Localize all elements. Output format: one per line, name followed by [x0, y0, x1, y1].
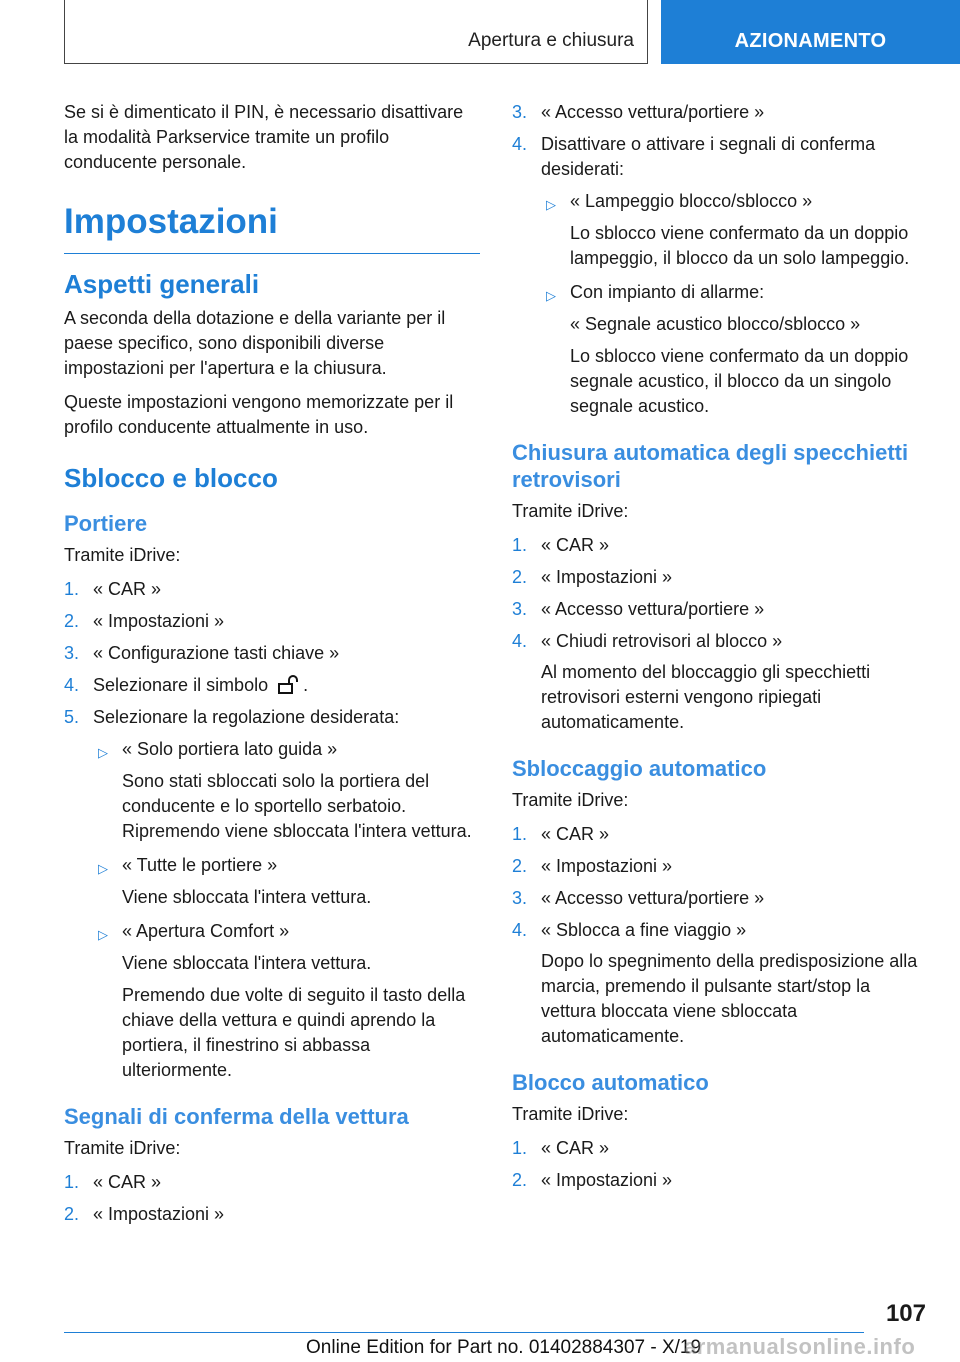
list-item: 3. « Accesso vettura/portiere » [512, 888, 765, 908]
sbloccaggio-steps [512, 822, 928, 1049]
list-item: 1. « CAR » [64, 579, 162, 599]
triangle-right-icon: ▷ [546, 288, 556, 303]
watermark: armanualsonline.info [684, 1334, 916, 1359]
list-item: 2. « Impostazioni » [512, 856, 673, 876]
option-item: ▷ « Lampeggio blocco/sblocco » Lo sblocco viene confermato da un doppio lampeggio, il blocco da un solo lampeggio. [546, 191, 910, 268]
list-item: 1. « CAR » [512, 824, 610, 844]
sbloccaggio-intro: Tramite iDrive: [512, 790, 629, 810]
list-item: 4. Selezionare il simbolo . [64, 675, 309, 695]
right-column [512, 100, 928, 1200]
specchietti-intro: Tramite iDrive: [512, 501, 629, 521]
heading-chiusura-specchietti: Chiusura automatica degli specchietti retrovisori [512, 440, 909, 492]
list-item: 3. « Accesso vettura/portiere » [512, 102, 765, 122]
list-item: 4. « Sblocca a fine viaggio » Dopo lo spegnimento della predisposizione alla marcia, premendo il pulsante start/stop la vettura bloccata viene sbloccata automaticamente. [512, 920, 918, 1046]
heading-segnali-conferma: Segnali di conferma della vettura [64, 1104, 409, 1129]
left-column [64, 100, 480, 1234]
heading-blocco-automatico: Blocco automatico [512, 1070, 709, 1095]
list-item: 2. « Impostazioni » [64, 611, 225, 631]
list-item: 4. Disattivare o attivare i segnali di conferma desiderati: ▷ « Lampeggio blocco/sblocco » Lo sblocco viene confermato da un doppio lampeggio, il blocco da un solo lampeggio. ▷ Con impianto di allarme: « Segnale acustico blocco/sblocco » Lo sblocco viene confermato da un doppio segnale acustico, il blocco da un singolo segnale acustico. [512, 132, 928, 419]
chapter-tab[interactable]: AZIONAMENTO [661, 0, 960, 64]
segnali-intro: Tramite iDrive: [64, 1138, 181, 1158]
specchietti-steps [512, 533, 928, 735]
triangle-right-icon: ▷ [98, 861, 108, 876]
segnali-steps-right [512, 100, 928, 419]
list-item: 2. « Impostazioni » [512, 567, 673, 587]
list-item: 1. « CAR » [64, 1172, 162, 1192]
triangle-right-icon: ▷ [546, 197, 556, 212]
triangle-right-icon: ▷ [98, 745, 108, 760]
list-item: 1. « CAR » [512, 1138, 610, 1158]
option-item: ▷ « Solo portiera lato guida » Sono stati sbloccati solo la portiera del conducente e lo sportello serbatoio. Ripremendo viene sbloccata l'intera vettura. [98, 739, 472, 841]
list-item: 5. Selezionare la regolazione desiderata: ▷ « Solo portiera lato guida » Sono stati sbloccati solo la portiera del conducente e lo sportello serbatoio. Ripremendo viene sbloccata l'intera vettura. ▷ « Tutte le portiere » Viene sbloccata l'intera vettura. ▷ « Apertura Comfort » Viene sbloccata l'intera vettura. Premendo due volte di seguito il tasto della chiave della vettura e quindi aprendo la portiera, il finestrino si abbassa ulteriormente. [64, 705, 480, 1083]
portiere-options [93, 737, 480, 1083]
footer-divider [64, 1332, 864, 1333]
blocco-intro: Tramite iDrive: [512, 1104, 629, 1124]
list-item: 1. « CAR » [512, 535, 610, 555]
option-item: ▷ Con impianto di allarme: « Segnale acustico blocco/sblocco » Lo sblocco viene confermato da un doppio segnale acustico, il blocco da un singolo segnale acustico. [546, 282, 909, 416]
page-number: 107 [885, 1300, 926, 1327]
list-item: 4. « Chiudi retrovisori al blocco » Al momento del bloccaggio gli specchietti retrovisori esterni vengono ripiegati automaticamente. [512, 631, 871, 732]
section-title: Apertura e chiusura [468, 30, 634, 51]
segnali-steps-left [64, 1170, 480, 1227]
portiere-steps [64, 577, 480, 1083]
option-item: ▷ « Apertura Comfort » Viene sbloccata l'intera vettura. Premendo due volte di seguito il tasto della chiave della vettura e quindi aprendo la portiera, il finestrino si abbassa ulteriormente. [98, 921, 466, 1080]
heading-sblocco-blocco: Sblocco e blocco [64, 463, 278, 493]
heading-impostazioni: Impostazioni [64, 201, 480, 254]
heading-aspetti-generali: Aspetti generali [64, 269, 260, 299]
heading-sbloccaggio-automatico: Sbloccaggio automatico [512, 756, 767, 781]
blocco-steps [512, 1136, 928, 1193]
option-item: ▷ « Tutte le portiere » Viene sbloccata l'intera vettura. [98, 855, 372, 907]
triangle-right-icon: ▷ [98, 927, 108, 942]
list-item: 2. « Impostazioni » [64, 1204, 225, 1224]
list-item: 3. « Accesso vettura/portiere » [512, 599, 765, 619]
heading-portiere: Portiere [64, 511, 148, 536]
aspetti-paragraph-2: Queste impostazioni vengono memorizzate per il profilo conducente attualmente in uso. [64, 392, 454, 437]
unlock-icon [277, 675, 299, 695]
segnali-options [541, 189, 928, 419]
list-item: 3. « Configurazione tasti chiave » [64, 643, 340, 663]
list-item: 2. « Impostazioni » [512, 1170, 673, 1190]
portiere-intro: Tramite iDrive: [64, 545, 181, 565]
edition-line: Online Edition for Part no. 01402884307 - X/19 [306, 1337, 702, 1358]
aspetti-paragraph-1: A seconda della dotazione e della variante per il paese specifico, sono disponibili diverse impostazioni per l'apertura e la chiusura. [64, 308, 446, 378]
intro-paragraph: Se si è dimenticato il PIN, è necessario disattivare la modalità Parkservice tramite un profilo conducente personale. [64, 102, 464, 172]
